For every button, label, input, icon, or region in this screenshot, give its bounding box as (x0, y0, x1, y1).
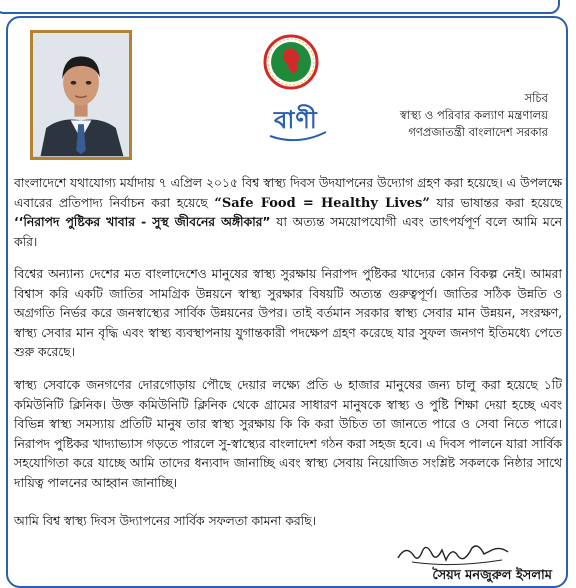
top-border-frame (0, 0, 560, 14)
designation-block (400, 90, 548, 141)
message-heading (268, 102, 328, 138)
portrait-photo (30, 30, 132, 160)
theme-english: “Safe Food = Healthy Lives” (214, 195, 430, 211)
handwritten-signature (392, 538, 512, 568)
paragraph-1-end: যা অত্যন্ত সময়োপযোগী এবং তাৎপর্যপূর্ণ বলে আমি মনে করি। (14, 215, 562, 249)
theme-bangla: ‘‘নিরাপদ পুষ্টিকর খাবার - সুস্থ জীবনের অঙ্গীকার” (14, 215, 271, 229)
portrait-illustration (33, 33, 129, 157)
government-seal-icon (263, 34, 319, 90)
government-name: গণপ্রজাতন্ত্রী বাংলাদেশ সরকার (408, 125, 548, 139)
paragraph-2: বিশ্বের অন্যান্য দেশের মত বাংলাদেশেও মানুষের স্বাস্থ্য সুরক্ষায় নিরাপদ পুষ্টিকর খাদ্যের কোন বিকল্প নেই। আমরা বিশ্বাস করি একটি জাতির সামগ্রিক উন্নয়নে স্বাস্থ্য সুরক্ষার বিষয়টি অত্যন্ত গুরুত্বপূর্ণ। জাতির সঠিক উন্নতি ও অগ্রগতি নির্ভর করে জনস্বাস্থ্যের সার্বিক উন্নয়নের উপর। তাই বর্তমান সরকার স্বাস্থ্য সেবার মান উন্নয়ন, সংরক্ষণ, স্বাস্থ্য সেবার মান বৃদ্ধি এবং স্বাস্থ্য ব্যবস্থাপনায় যুগান্তকারী পদক্ষেপ গ্রহণ করেছে যার সুফল জনগণ ইতিমধ্যে পেতে শুরু করেছে। (14, 267, 562, 359)
paragraph-1-mid: যার ভাষান্তর করা হয়েছে (429, 195, 562, 210)
designation-title: সচিব (524, 91, 548, 105)
paragraph-4: আমি বিশ্ব স্বাস্থ্য দিবস উদ্যাপনের সার্বিক সফলতা কামনা করছি। (14, 514, 316, 528)
paragraph-3: স্বাস্থ্য সেবাকে জনগণের দোরগোড়ায় পৌছে দেয়ার লক্ষ্যে প্রতি ৬ হাজার মানুষের জন্য চালু করা হয়েছে ১টি কমিউনিটি ক্লিনিক। উক্ত কমিউনিটি ক্লিনিক থেকে গ্রামের সাধারণ মানুষকে স্বাস্থ্য ও পুষ্টি শিক্ষা দেয়া হচ্ছে এবং বিভিন্ন স্বাস্থ্য সমস্যায় প্রতিটি মানুষ তার স্বাস্থ্য সুরক্ষায় কি কি করা উচিত তা জানতে পারে ও সেবা নিতে পারে। নিরাপদ পুষ্টিকর খাদ্যাভ্যাস গড়তে পারলে সু-স্বাস্থ্যের বাংলাদেশ গঠন করা সহজ হবে। এ দিবস পালনে যারা সার্বিক সহযোগিতা করে যাচ্ছে আমি তাদের ধন্যবাদ জানাচ্ছি এবং স্বাস্থ্য সেবায় নিয়োজিত সংশ্লিষ্ট সকলকে নিষ্ঠার সাথে দায়িত্ব পালনের আহ্বান জানাচ্ছি। (14, 378, 562, 490)
paragraph-1-intro: বাংলাদেশে যথাযোগ্য মর্যাদায় ৭ এপ্রিল ২০১৫ বিশ্ব স্বাস্থ্য দিবস উদযাপনের উদ্যোগ গ্রহণ করা হয়েছে। এ উপলক্ষে এবারের প্রতিপাদ্য নির্বাচন করা হয়েছে (14, 176, 562, 210)
paragraph-1 (14, 174, 562, 252)
signatory-name: সৈয়দ মনজুরুল ইসলাম (432, 568, 552, 583)
ministry-name: স্বাস্থ্য ও পরিবার কল্যাণ মন্ত্রণালয় (399, 108, 548, 122)
heading-text: বাণী (274, 105, 318, 134)
